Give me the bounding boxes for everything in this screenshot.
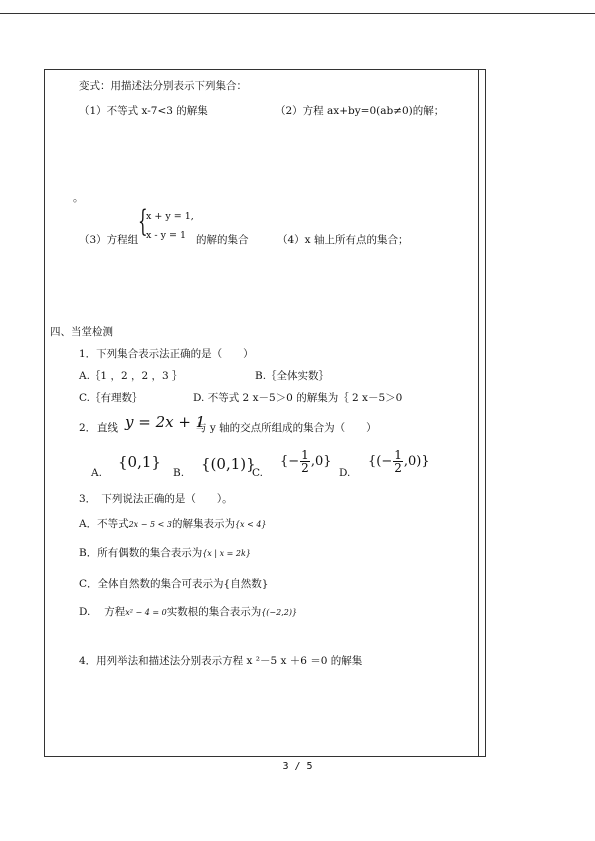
variation-item-3-suffix: 的解的集合 [196,234,249,246]
q2-option-d: {(− $\frac{1}{2}$ ,0)} [368,448,430,475]
q3-option-b: B．所有偶数的集合表示为{x | x = 2k} [79,547,251,559]
q2-label-a: A. [91,467,102,479]
system-equation-1: x + y = 1, [146,211,194,222]
variation-item-3-prefix: （3）方程组 [79,234,139,246]
q3-option-c: C．全体自然数的集合可表示为{自然数} [79,578,269,590]
q2-option-a: {0,1} [118,453,161,471]
variation-dot: 。 [73,192,84,204]
q1-option-a: A.｛1 ，2 ，2 ，3 ｝ [79,370,183,382]
q3-option-a: A．不等式2x − 5 < 3的解集表示为{x < 4} [79,518,267,530]
variation-item-2: （2）方程 ax+by=0(ab≠0)的解； [275,105,445,117]
worksheet-table [44,69,486,757]
q3-option-d: D. 方程x² − 4 = 0实数根的集合表示为{(−2,2)} [79,606,298,618]
q1-stem: 1．下列集合表示法正确的是（ ） [79,348,254,360]
table-column-divider [478,69,479,757]
variation-item-1: （1）不等式 x-7<3 的解集 [79,105,208,117]
q2-label-b: B. [173,467,185,479]
q1-option-c: C.｛有理数｝ [79,392,143,404]
variation-heading: 变式：用描述法分别表示下列集合： [79,80,247,92]
q2-option-c: {− $\frac{1}{2}$ ,0} [280,448,332,475]
q1-option-b: B.｛全体实数｝ [255,370,330,382]
q2-number: 2． [79,422,97,434]
section-title: 四、当堂检测 [50,326,113,338]
variation-item-4: （4）x 轴上所有点的集合； [277,234,409,246]
q2-label-c: C. [252,467,263,479]
q4-stem: 4．用列举法和描述法分别表示方程 x ²－5 x ＋6 ＝0 的解集 [79,655,363,667]
page-number: 3 / 5 [282,761,313,772]
q3-stem: 3． 下列说法正确的是（ ）。 [79,493,233,505]
q2-formula: y = 2x + 1 [125,413,206,431]
system-brace: { [138,204,148,239]
q2-tail: 与 y 轴的交点所组成的集合为（ ） [196,422,377,434]
system-equation-2: x - y = 1 [146,230,187,241]
q1-option-d: D. 不等式 2 x－5＞0 的解集为｛ 2 x－5＞0 [193,392,403,404]
q2-option-b: {(0,1)} [201,455,256,473]
q2-label-d: D. [339,467,351,479]
header-rule [0,13,595,14]
q2-lead: 直线 [97,422,118,434]
